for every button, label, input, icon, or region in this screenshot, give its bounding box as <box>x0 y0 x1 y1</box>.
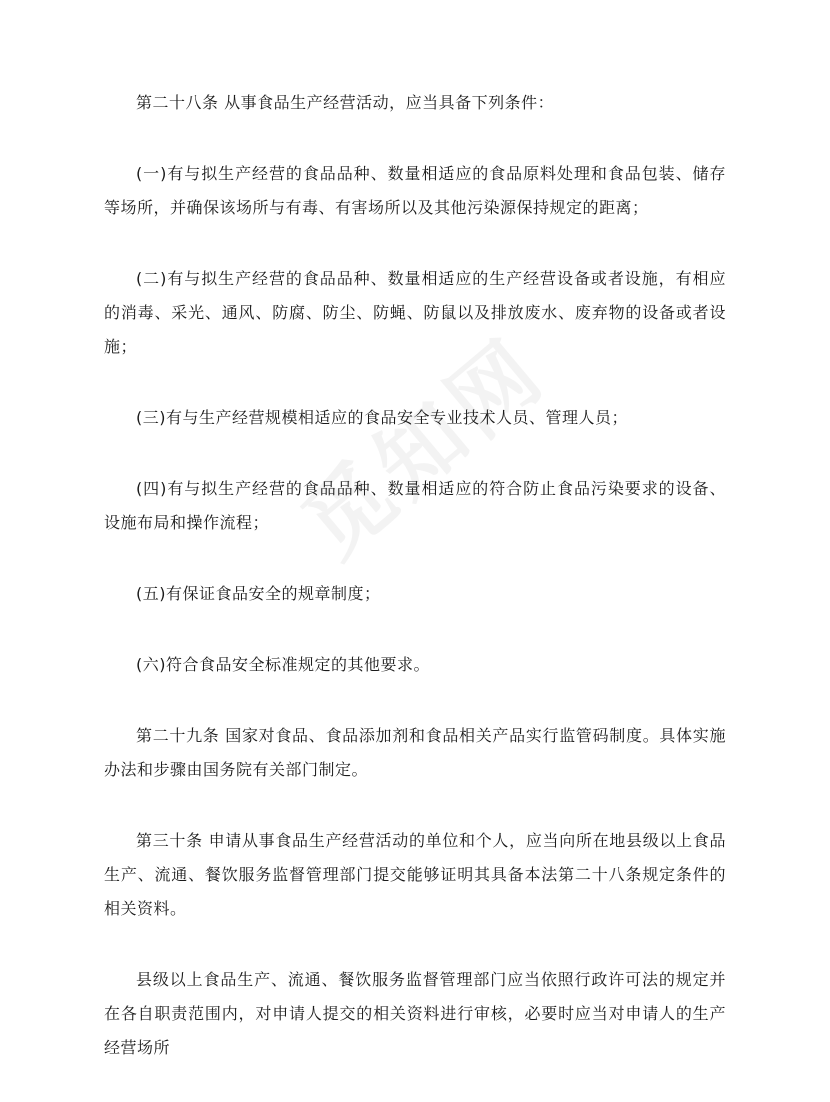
condition-5: (五)有保证食品安全的规章制度； <box>136 584 381 603</box>
document-body <box>104 86 726 1102</box>
condition-2: (二)有与拟生产经营的食品品种、数量相适应的生产经营设备或者设施，有相应的消毒、采光、通风、防腐、防尘、防蝇、防鼠以及排放废水、废弃物的设备或者设施； <box>104 269 726 356</box>
article-29: 第二十九条 国家对食品、食品添加剂和食品相关产品实行监管码制度。具体实施办法和步骤由国务院有关部门制定。 <box>104 726 726 779</box>
condition-3: (三)有与生产经营规模相适应的食品安全专业技术人员、管理人员； <box>136 408 628 427</box>
condition-4: (四)有与拟生产经营的食品品种、数量相适应的符合防止食品污染要求的设备、设施布局和操作流程； <box>104 479 726 532</box>
article-28-heading: 第二十八条 从事食品生产经营活动，应当具备下列条件： <box>136 93 555 112</box>
condition-1: (一)有与拟生产经营的食品品种、数量相适应的食品原料处理和食品包装、储存等场所，并确保该场所与有毒、有害场所以及其他污染源保持规定的距离； <box>104 164 726 217</box>
article-30: 第三十条 申请从事食品生产经营活动的单位和个人，应当向所在地县级以上食品生产、流通、餐饮服务监督管理部门提交能够证明其具备本法第二十八条规定条件的相关资料。 <box>104 831 726 918</box>
article-30-review-paragraph: 县级以上食品生产、流通、餐饮服务监督管理部门应当依照行政许可法的规定并在各自职责范围内，对申请人提交的相关资料进行审核，必要时应当对申请人的生产经营场所 <box>104 970 726 1057</box>
condition-6: (六)符合食品安全标准规定的其他要求。 <box>136 655 430 674</box>
